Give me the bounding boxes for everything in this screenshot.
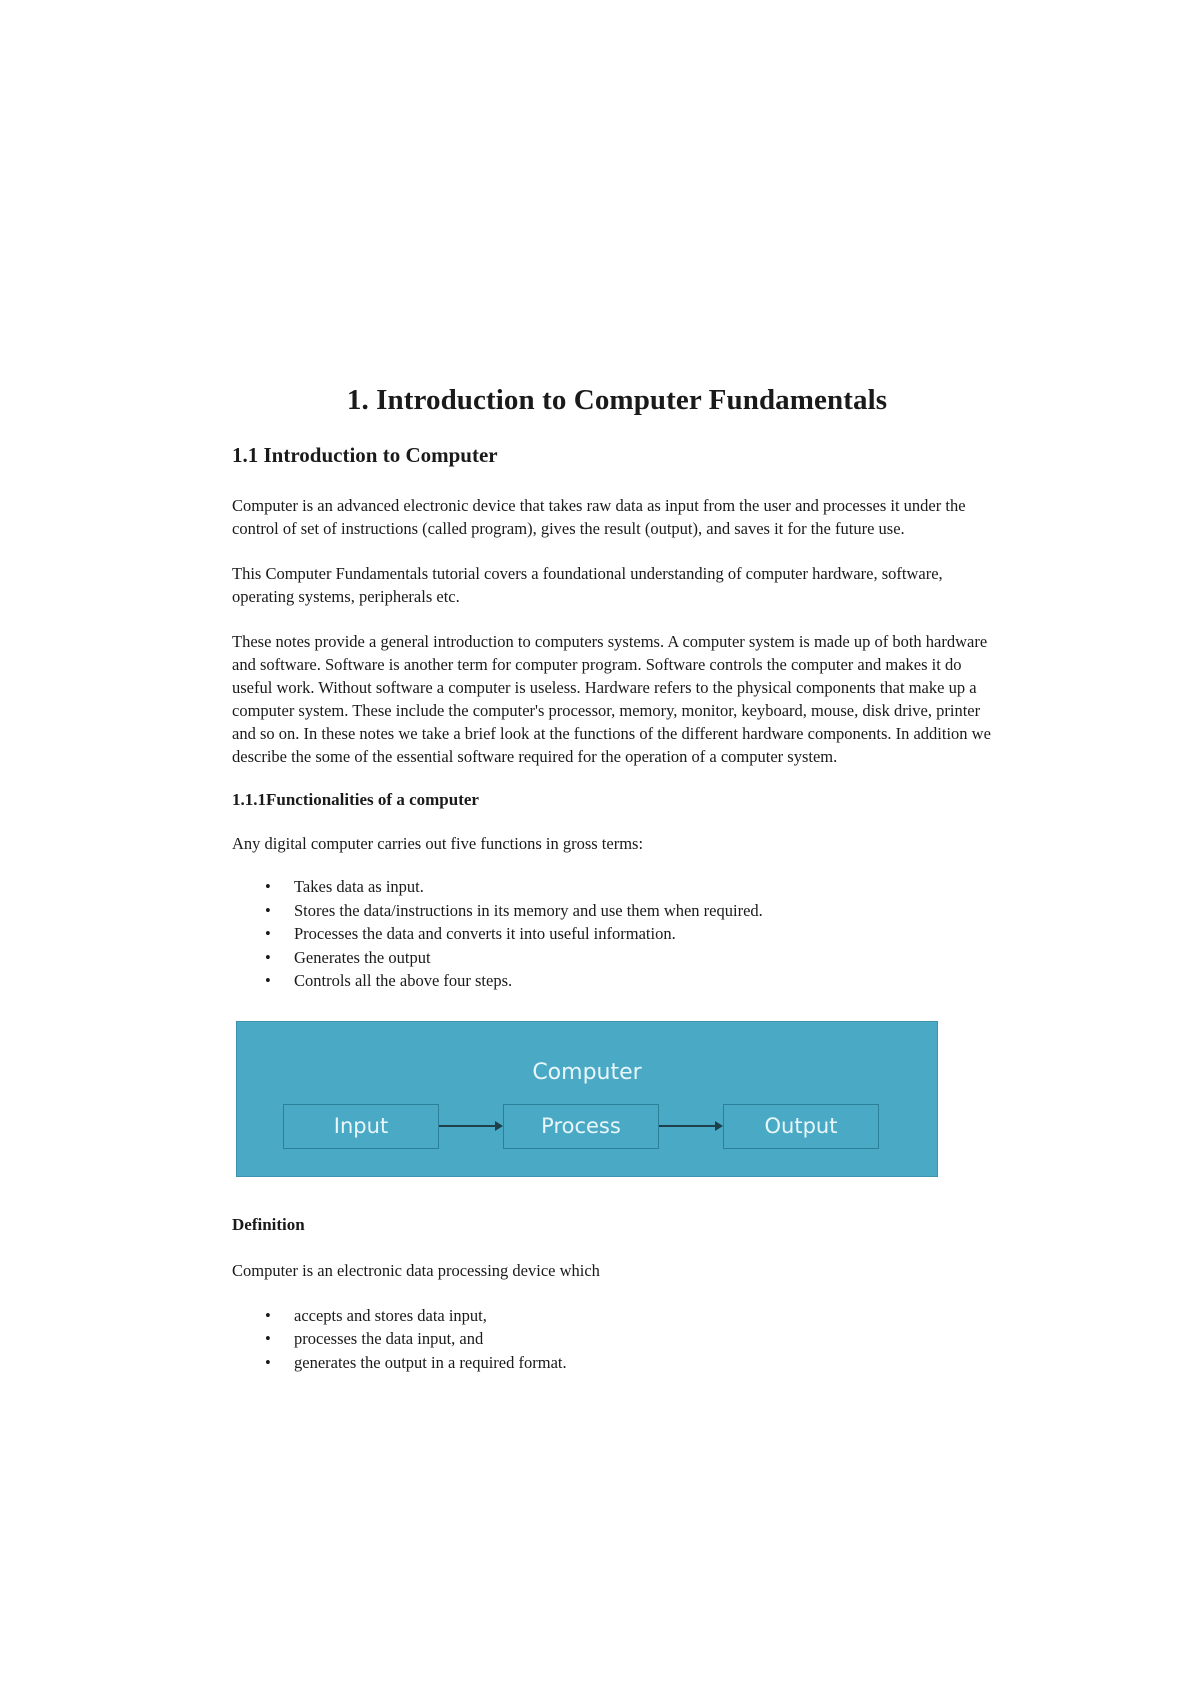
output-box: Output [723, 1104, 879, 1149]
list-item: • Generates the output [294, 946, 1002, 970]
list-item: • Takes data as input. [294, 875, 1002, 899]
list-item: • processes the data input, and [294, 1327, 1002, 1351]
list-item: • accepts and stores data input, [294, 1304, 1002, 1328]
paragraph-definition: Computer is an electronic data processing device which [232, 1260, 600, 1280]
paragraph-functions-intro: Any digital computer carries out five functions in gross terms: [232, 834, 644, 853]
arrow-right-icon [439, 1120, 503, 1132]
process-box: Process [503, 1104, 659, 1149]
paragraph-hardware-software: These notes provide a general introduction to computers systems. A computer system is made up of both hardware and software. Software is another term for computer program. Software controls the computer and makes it do useful work. Without software a computer is useless. Hardware refers to the physical components that make up a computer system. These include the computer's processor, memory, monitor, keyboard, mouse, disk drive, printer and so on. In these notes we take a brief look at the functions of the different hardware components. In addition we describe the some of the essential software required for the operation of a computer system. [232, 632, 991, 766]
document-content [232, 384, 1002, 1404]
section-heading-1-1-1: 1.1.1Functionalities of a computer [232, 790, 479, 809]
list-item: • generates the output in a required format. [294, 1351, 1002, 1375]
paragraph-computer-intro: Computer is an advanced electronic device that takes raw data as input from the user and processes it under the control of set of instructions (called program), gives the result (output), and saves it for the future use. [232, 496, 966, 538]
diagram-title: Computer [532, 1059, 642, 1085]
diagram-flow [283, 1104, 879, 1149]
computer-diagram [236, 1021, 938, 1177]
arrow-right-icon [659, 1120, 723, 1132]
list-item: • Controls all the above four steps. [294, 969, 1002, 993]
definition-list [232, 1304, 1002, 1375]
section-heading-1-1: 1.1 Introduction to Computer [232, 443, 498, 467]
list-item: • Processes the data and converts it into useful information. [294, 922, 1002, 946]
definition-heading: Definition [232, 1214, 305, 1234]
list-item: • Stores the data/instructions in its memory and use them when required. [294, 899, 1002, 923]
input-box: Input [283, 1104, 439, 1149]
functions-list [232, 875, 1002, 993]
page-title: 1. Introduction to Computer Fundamentals [346, 384, 888, 416]
paragraph-tutorial-scope: This Computer Fundamentals tutorial covers a foundational understanding of computer hardware, software, operating systems, peripherals etc. [232, 564, 943, 606]
